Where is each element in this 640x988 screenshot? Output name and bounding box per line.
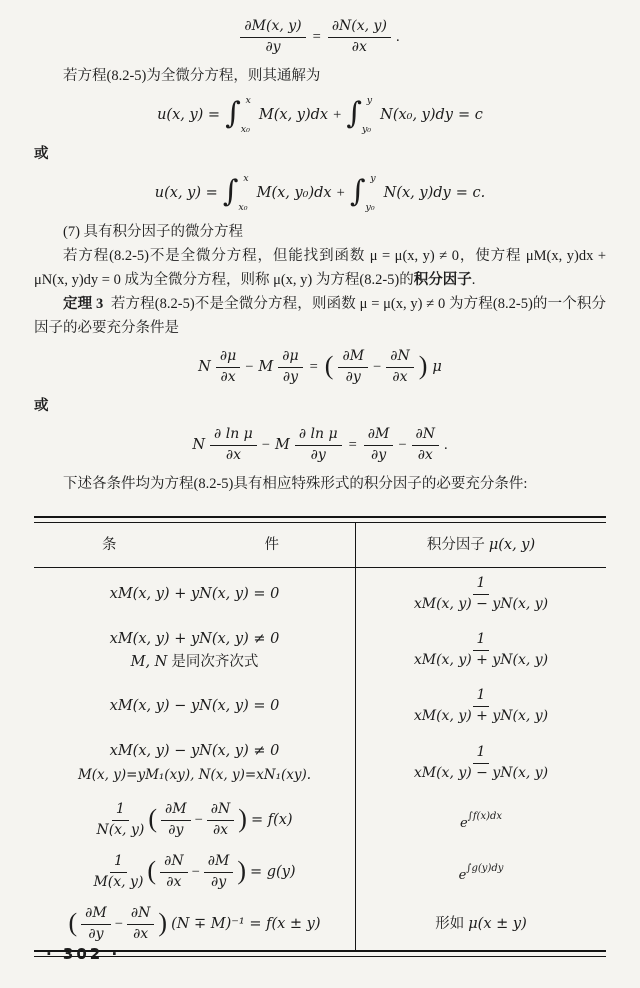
condition-cell [34,794,356,846]
integral-sign-icon: ∫ [346,96,362,131]
condition-line-2-math: M, N [130,654,168,670]
upper-limit: x [243,173,249,184]
table-top-rule [34,516,606,523]
fraction-denominator: ∂x [166,873,182,890]
condition-line-2: M(x, y)=yM₁(xy), N(x, y)=xN₁(xy). [77,767,312,783]
table-header-condition [34,523,356,567]
fraction-dmu-dx [216,348,240,386]
upper-limit: y [366,95,373,106]
table-row [34,680,606,732]
or-label: 或 [34,146,49,162]
exponential-factor [459,857,504,888]
section-heading-7: (7) 具有积分因子的微分方程 [63,224,244,240]
page-number: · 302 · [46,945,121,963]
minus-sign: − [194,812,203,828]
equals-sign: = [312,29,321,45]
fraction-dlnmu-dy [295,426,342,464]
factor-fraction [414,575,548,613]
equation-mu-pde [34,348,606,386]
factor-form-label: 形如 [435,916,465,932]
var-M: M [274,437,290,453]
period: . [444,437,448,453]
fraction-denominator: N(x, y) [96,821,145,838]
exp-base: e [458,867,467,883]
period: . [471,272,476,288]
exp-exponent: ∫f(x)dx [467,810,503,822]
factor-fraction [414,631,548,669]
var-mu: μ [432,359,442,375]
fraction-denominator: ∂y [345,368,361,385]
fraction-dN-dx [386,348,414,386]
coefficient-fraction [93,853,143,891]
right-paren: ) [238,804,247,833]
left-paren: ( [147,856,157,885]
plus-sign: + [333,107,342,123]
fraction-numerator: ∂N [160,853,188,873]
condition-cell [34,732,356,794]
equation-general-solution-1 [34,96,606,134]
fraction-dM-dy [240,18,305,56]
fraction-dlnmu-dx [210,426,257,464]
left-paren: ( [68,908,78,937]
header-condition-char-2: 件 [264,537,279,553]
equation-general-solution-2 [34,174,606,212]
fraction-denominator: xM(x, y) − yN(x, y) [413,595,549,612]
fraction-dM-dy [81,905,111,943]
equals-sign: = [348,437,357,453]
fraction-dM-dy [204,853,234,891]
fraction-denominator: ∂x [220,368,236,385]
minus-sign: − [261,437,270,453]
fraction-denominator: ∂x [133,925,149,942]
fraction-denominator: ∂y [265,38,281,55]
fraction-dN-dx [207,801,235,839]
coefficient-fraction [96,801,144,839]
table-row [34,568,606,620]
integral-y0-y [346,96,375,134]
condition-cell [34,620,356,680]
integral-limits [239,174,248,212]
fraction-denominator: ∂y [310,446,326,463]
integral-x0-x [225,96,254,134]
integral-x0-x [223,174,252,212]
equation-lhs: u(x, y) = [157,107,221,123]
fraction-numerator: 1 [473,744,490,764]
fraction-denominator: xM(x, y) + yN(x, y) [413,707,549,724]
header-condition-char-1: 条 [102,537,117,553]
fraction-denominator: xM(x, y) + yN(x, y) [413,651,549,668]
fraction-dN-dx [328,18,391,56]
condition-tail: (N ∓ M)⁻¹ = f(x ± y) [171,916,321,932]
table-header-row [34,523,606,567]
factor-cell [356,898,606,950]
fraction-numerator: ∂N [412,426,440,446]
term-integrating-factor: 积分因子 [413,272,472,288]
right-paren: ) [237,856,247,885]
fraction-denominator: xM(x, y) − yN(x, y) [413,764,549,781]
fraction-numerator: ∂N [386,348,414,368]
definition-text: 若方程(8.2-5)不是全微分方程，但能找到函数 μ = μ(x, y) ≠ 0，使方程 μM(x, y)dx + μN(x, y)dy = 0 成为全微分方程，则称 μ(x, y) 为方程(8.2-5)的 [34,248,606,288]
integrating-factors-table [34,516,606,957]
fraction-numerator: ∂N(x, y) [328,18,391,38]
fraction-denominator: ∂y [88,925,104,942]
fraction-dM-dy [364,426,394,464]
condition-cell [34,568,356,620]
condition-text: xM(x, y) + yN(x, y) = 0 [109,586,280,602]
equals-fx: = f(x) [250,812,293,828]
factor-cell [356,568,606,620]
upper-limit: x [245,95,251,106]
lower-limit: x₀ [240,123,250,135]
minus-sign: − [191,864,200,880]
fraction-dM-dy [338,348,368,386]
fraction-numerator: ∂M [364,426,394,446]
fraction-numerator: ∂N [207,801,235,821]
condition-cell [34,846,356,898]
fraction-numerator: 1 [112,801,129,821]
fraction-denominator: ∂x [392,368,408,385]
table-row [34,620,606,680]
equation-exactness-condition [34,18,606,56]
fraction-numerator: ∂M [81,905,111,925]
exponential-factor [460,805,502,836]
condition-line-1: xM(x, y) + yN(x, y) ≠ 0 [109,631,280,647]
minus-sign: − [373,359,382,375]
var-N: N [192,437,206,453]
fraction-numerator: ∂M [204,853,234,873]
exp-base: e [459,815,468,831]
left-paren: ( [324,351,334,380]
fraction-denominator: ∂x [417,446,433,463]
factor-cell [356,794,606,846]
fraction-numerator: ∂M(x, y) [240,18,305,38]
integrand: M(x, y₀)dx [256,185,332,201]
fraction-numerator: ∂ ln μ [295,426,342,446]
integral-sign-icon: ∫ [222,174,239,209]
fraction-numerator: ∂μ [278,348,302,368]
var-M: M [258,359,274,375]
header-factor-math: μ(x, y) [488,537,536,553]
period: . [395,29,400,45]
fraction-dN-dx [160,853,188,891]
integrand: N(x, y)dy [383,185,451,201]
theorem-3-text: 若方程(8.2-5)不是全微分方程，则函数 μ = μ(x, y) ≠ 0 为方程(8.2-5)的一个积分因子的必要充分条件是 [34,296,607,336]
factor-cell [356,620,606,680]
lower-limit: y₀ [365,201,375,213]
fraction-dM-dy [161,801,191,839]
integrand: M(x, y)dx [258,107,329,123]
fraction-numerator: ∂μ [216,348,240,368]
condition-cell [34,680,356,732]
fraction-dN-dx [127,905,155,943]
factor-fraction [414,744,548,782]
or-label: 或 [34,398,49,414]
var-N: N [198,359,211,375]
fraction-numerator: ∂ ln μ [210,426,257,446]
theorem-3-paragraph [34,292,606,340]
fraction-denominator: ∂y [282,368,298,385]
exp-exponent: ∫g(y)dy [466,862,504,874]
table-row [34,846,606,898]
condition-line-2-text: 是同次齐次式 [171,654,259,670]
integral-sign-icon: ∫ [225,96,241,131]
fraction-numerator: ∂M [161,801,191,821]
upper-limit: y [370,173,376,184]
fraction-denominator: ∂y [370,446,387,463]
integral-limits [242,96,251,134]
fraction-numerator: 1 [473,575,490,595]
integral-sign-icon: ∫ [349,174,366,209]
fraction-numerator: 1 [473,687,490,707]
plus-sign: + [336,185,345,201]
paragraph-integrating-factor-definition [34,244,606,292]
factor-cell [356,732,606,794]
fraction-denominator: ∂x [351,38,367,55]
paragraph-general-solution-intro: 若方程(8.2-5)为全微分方程，则其通解为 [63,68,321,84]
right-paren: ) [418,351,428,380]
header-factor-label: 积分因子 [426,537,485,553]
lower-limit: y₀ [361,123,372,135]
fraction-numerator: ∂M [338,348,368,368]
fraction-denominator: ∂x [225,446,241,463]
integrand: N(x₀, y)dy [380,107,454,123]
fraction-denominator: ∂x [212,821,229,838]
condition-text: xM(x, y) − yN(x, y) = 0 [109,698,280,714]
minus-sign: − [245,359,254,375]
fraction-denominator: M(x, y) [93,873,144,890]
fraction-denominator: ∂y [168,821,184,838]
minus-sign: − [398,437,407,453]
equals-sign: = [309,359,318,375]
fraction-denominator: ∂y [210,873,227,890]
factor-cell [356,846,606,898]
fraction-numerator: 1 [473,631,490,651]
paragraph-table-intro: 下述各条件均为方程(8.2-5)具有相应特殊形式的积分因子的必要充分条件: [63,476,528,492]
fraction-dmu-dy [278,348,302,386]
factor-form-math: μ(x ± y) [468,916,527,932]
integral-y0-y [350,174,379,212]
equals-gy: = g(y) [250,864,296,880]
table-row [34,732,606,794]
lower-limit: x₀ [238,201,248,213]
condition-line-1: xM(x, y) − yN(x, y) ≠ 0 [109,743,280,759]
equation-rhs: = c. [455,185,486,201]
minus-sign: − [114,916,123,932]
table-header-factor [356,523,606,567]
factor-fraction [414,687,548,725]
theorem-3-label: 定理 3 [63,296,104,312]
fraction-numerator: 1 [110,853,127,873]
table-row [34,794,606,846]
left-paren: ( [148,804,157,833]
right-paren: ) [158,908,168,937]
integral-limits [363,96,372,134]
equation-lhs: u(x, y) = [154,185,218,201]
integral-limits [366,174,375,212]
equation-ln-mu-pde [34,426,606,464]
equation-rhs: = c [458,107,483,123]
fraction-dN-dx [412,426,440,464]
fraction-numerator: ∂N [127,905,155,925]
factor-cell [356,680,606,732]
